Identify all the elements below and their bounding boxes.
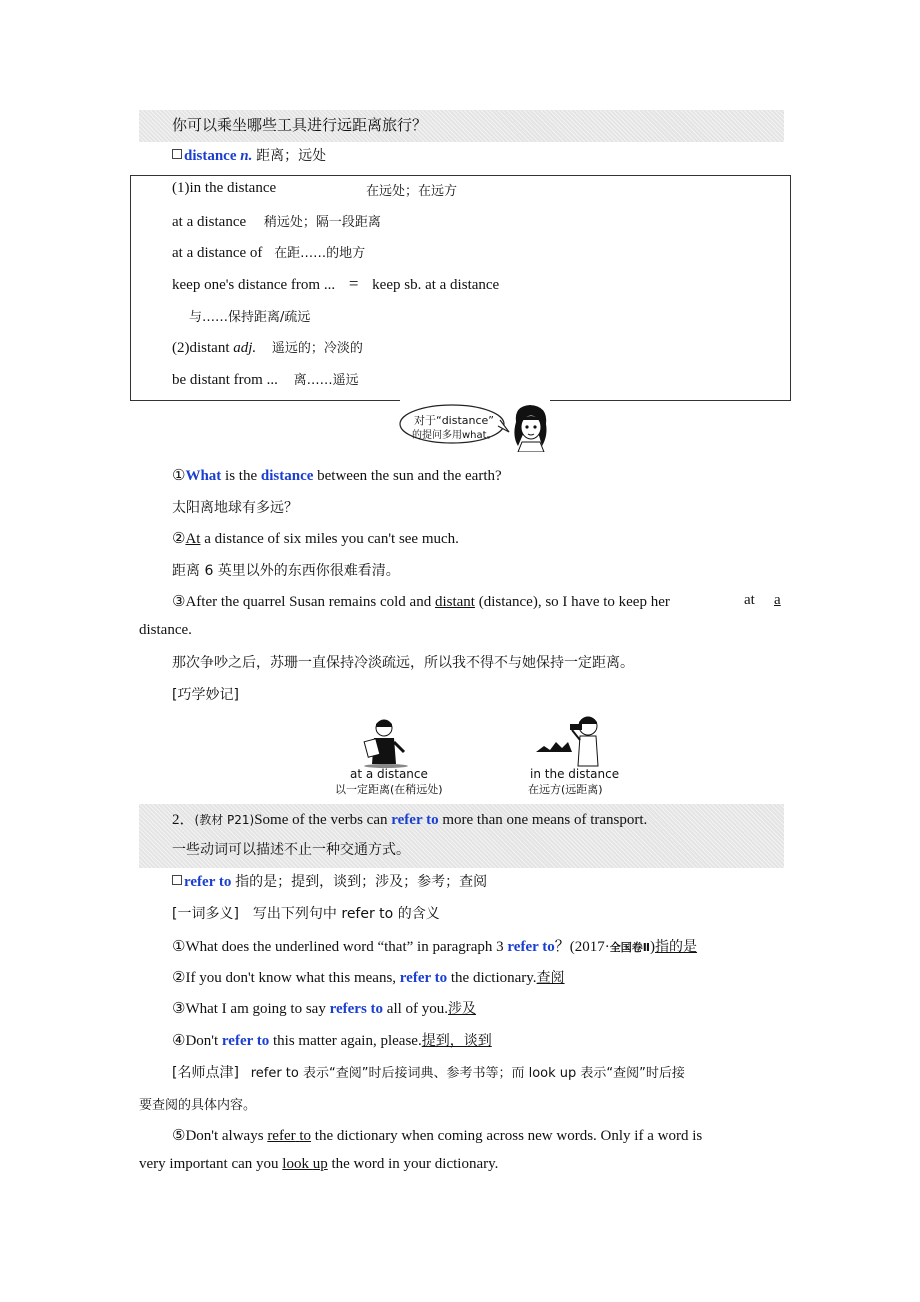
m-text: the dictionary. (447, 970, 537, 986)
m-text: ⑤Don't always (172, 1128, 268, 1144)
meaning-3 (172, 998, 476, 1018)
example-1-cn: 太阳离地球有多远？ (172, 500, 298, 516)
equals-sign: = (348, 274, 359, 293)
headword-word: distance (184, 148, 237, 164)
m-text: the dictionary when coming across new words. Only if a word is (311, 1128, 703, 1144)
m-text: ？(2017· (554, 939, 610, 955)
bubble-line-2: 的提问多用what。 (412, 430, 497, 441)
answer-blank: At (185, 531, 201, 547)
phrase-en: at a distance (172, 214, 247, 230)
m-text: this matter again, please. (269, 1033, 422, 1049)
box-line-4 (172, 274, 499, 294)
answer-part: up (312, 1156, 328, 1172)
example-2 (172, 529, 459, 548)
phrase-cn: 遥远的；冷淡的 (271, 341, 363, 356)
multi-label: [一词多义] 写出下列句中 refer to 的含义 (172, 906, 440, 922)
box-line-1 (172, 180, 276, 197)
m-text: ②If you don't know what this means, (172, 970, 400, 986)
m-text: ③What I am going to say (172, 1001, 330, 1017)
kw-what: What (185, 468, 222, 484)
item-source: (教材 P21) (194, 813, 255, 827)
square-bullet-icon (172, 875, 182, 885)
item-text: Some of the verbs can (254, 812, 392, 828)
headword-pos: n. (240, 148, 253, 164)
bubble-line-1: 对于“distance” (414, 414, 495, 427)
kw-refer-to: refer to (507, 939, 555, 955)
meaning-4 (172, 1030, 492, 1050)
answer-blank: 查阅 (536, 970, 565, 986)
headword-meaning: 距离；远处 (256, 148, 327, 164)
example-3-cn: 那次争吵之后，苏珊一直保持冷淡疏远，所以我不得不与她保持一定距离。 (172, 655, 634, 671)
pic1-cn: 以一定距离(在稍远处) (335, 783, 443, 796)
meaning-1 (172, 935, 697, 956)
answer-blank: 指的是 (655, 939, 698, 955)
answer-part: look (282, 1156, 309, 1172)
m-text: the word in your dictionary. (327, 1156, 499, 1172)
man-reading-icon (358, 718, 414, 768)
box-line-7 (172, 369, 359, 389)
m-text: ①What does the underlined word “that” in paragraph 3 (172, 939, 508, 955)
box-line-5: 与……保持距离/疏远 (189, 310, 311, 325)
phrase-cn: 稍远处；隔一段距离 (263, 215, 381, 230)
box-line-2 (172, 211, 381, 231)
answer-blank (282, 1156, 327, 1172)
pic2-cn: 在远方(远距离) (528, 783, 603, 796)
phrase-en: be distant from ... (172, 372, 278, 388)
box-line-6 (172, 337, 363, 357)
answer-part: refer (267, 1128, 296, 1144)
kw-refer-to: refer to (391, 812, 439, 828)
item-num: 2． (172, 812, 195, 828)
top-banner-text: 你可以乘坐哪些工具进行远距离旅行？ (172, 116, 428, 134)
answer-blank: distant (434, 594, 475, 610)
headword-refer-to (172, 871, 487, 891)
headword-meaning: 指的是；提到，谈到；涉及；参考；查阅 (235, 874, 488, 890)
item-text: more than one means of transport. (438, 812, 648, 828)
tip-label: [巧学妙记] (172, 687, 239, 703)
ex-text: (distance), so I have to keep her (474, 594, 670, 610)
man-binoculars-icon (536, 712, 608, 768)
pic1-en: at a distance (350, 767, 428, 781)
phrase-cn: 离……遥远 (293, 373, 359, 388)
answer-part: to (299, 1128, 312, 1144)
answer-blank (267, 1128, 311, 1144)
answer-blank: 提到，谈到 (421, 1033, 492, 1049)
m-source: 全国卷Ⅱ (609, 941, 651, 954)
square-bullet-icon (172, 149, 182, 159)
answer-a: a (774, 592, 781, 608)
phrase-en: at a distance of (172, 245, 263, 261)
m-text: ④Don't (172, 1033, 222, 1049)
kw-refers-to: refers to (329, 1001, 384, 1017)
teacher-note-line2: 要查阅的具体内容。 (139, 1098, 257, 1113)
ex-num: ① (172, 468, 186, 484)
example-1 (172, 466, 502, 485)
example-3 (172, 592, 670, 611)
meaning-5 (172, 1126, 702, 1145)
m-text: ) (650, 939, 656, 955)
phrase-pos: adj. (233, 340, 257, 356)
m-text: very important can you (139, 1156, 283, 1172)
ex-text: a distance of six miles you can't see much. (200, 531, 459, 547)
headword-word: refer to (184, 874, 232, 890)
item2-line (172, 808, 647, 829)
m-text: all of you. (383, 1001, 449, 1017)
girl-cartoon-icon (508, 402, 554, 452)
phrase-en: (1)in the distance (172, 180, 277, 196)
phrase-en: keep sb. at a distance (372, 277, 500, 293)
ex-text: ③After the quarrel Susan remains cold and (172, 594, 435, 610)
phrase-cn: 在距……的地方 (274, 246, 366, 261)
box-line-3 (172, 242, 365, 262)
answer-blank: 涉及 (448, 1001, 477, 1017)
kw-refer-to: refer to (399, 970, 448, 986)
teacher-note (172, 1062, 685, 1082)
kw-distance: distance (260, 468, 314, 484)
answer-at: at (744, 592, 755, 608)
box-line-1-cn: 在远处；在远方 (366, 184, 458, 199)
ex-text: between the sun and the earth? (313, 468, 502, 484)
kw-refer-to: refer to (221, 1033, 270, 1049)
ex-num: ② (172, 531, 186, 547)
ex-text: is the (221, 468, 261, 484)
phrase-en: (2)distant (172, 340, 230, 356)
example-3-line2: distance. (139, 622, 192, 638)
note-text: refer to 表示“查阅”时后接词典、参考书等；而 look up 表示“查阅”时后接 (250, 1066, 685, 1081)
note-label: [名师点津] (172, 1065, 239, 1081)
meaning-5-line2 (139, 1156, 498, 1173)
phrase-en: keep one's distance from ... (172, 277, 336, 293)
pic2-en: in the distance (530, 767, 620, 781)
meaning-2 (172, 967, 565, 987)
item2-cn: 一些动词可以描述不止一种交通方式。 (172, 842, 410, 858)
example-2-cn: 距离 6 英里以外的东西你很难看清。 (172, 563, 400, 579)
headword-distance (172, 145, 326, 165)
